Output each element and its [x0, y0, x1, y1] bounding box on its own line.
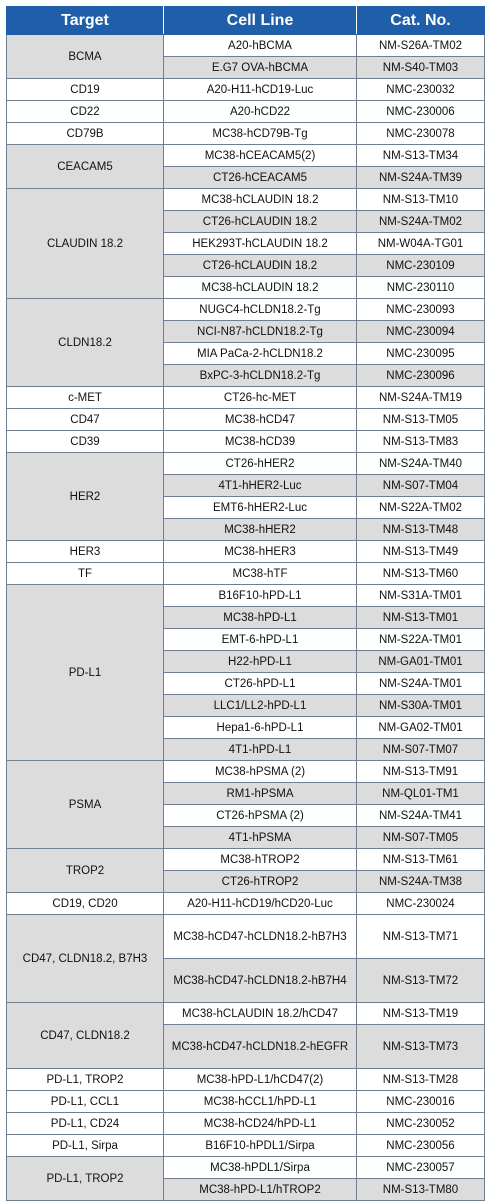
cat-no-cell: NM-S24A-TM19	[357, 387, 485, 409]
table-row	[7, 453, 485, 475]
target-cell: CD39	[7, 431, 164, 453]
product-table	[6, 6, 485, 1201]
header-target: Target	[7, 7, 164, 35]
cell-line-cell: CT26-hc-MET	[164, 387, 357, 409]
target-cell: CD19, CD20	[7, 893, 164, 915]
cat-no-cell: NM-S07-TM05	[357, 827, 485, 849]
cat-no-cell: NM-S13-TM19	[357, 1003, 485, 1025]
cat-no-cell: NM-S13-TM73	[357, 1025, 485, 1069]
cell-line-cell: EMT-6-hPD-L1	[164, 629, 357, 651]
cell-line-cell: CT26-hCLAUDIN 18.2	[164, 211, 357, 233]
cat-no-cell: NM-GA02-TM01	[357, 717, 485, 739]
cell-line-cell: MC38-hCD47-hCLDN18.2-hB7H4	[164, 959, 357, 1003]
cat-no-cell: NMC-230057	[357, 1157, 485, 1179]
table-row	[7, 387, 485, 409]
cell-line-cell: 4T1-hPD-L1	[164, 739, 357, 761]
cell-line-cell: 4T1-hHER2-Luc	[164, 475, 357, 497]
cat-no-cell: NM-S13-TM61	[357, 849, 485, 871]
cat-no-cell: NMC-230016	[357, 1091, 485, 1113]
cell-line-cell: CT26-hHER2	[164, 453, 357, 475]
cell-line-cell: MC38-hTF	[164, 563, 357, 585]
target-cell: PD-L1, TROP2	[7, 1069, 164, 1091]
table-row	[7, 1091, 485, 1113]
header-cell-line: Cell Line	[164, 7, 357, 35]
cat-no-cell: NM-S40-TM03	[357, 57, 485, 79]
table-row	[7, 101, 485, 123]
cat-no-cell: NM-S31A-TM01	[357, 585, 485, 607]
cat-no-cell: NM-S24A-TM02	[357, 211, 485, 233]
cat-no-cell: NMC-230095	[357, 343, 485, 365]
cat-no-cell: NM-S13-TM48	[357, 519, 485, 541]
cell-line-cell: MC38-hPSMA (2)	[164, 761, 357, 783]
cat-no-cell: NM-S13-TM01	[357, 607, 485, 629]
target-cell: PD-L1, TROP2	[7, 1157, 164, 1201]
header-row	[7, 7, 485, 35]
target-cell: CD79B	[7, 123, 164, 145]
cat-no-cell: NM-S13-TM49	[357, 541, 485, 563]
table-row	[7, 299, 485, 321]
cell-line-cell: MC38-hPD-L1/hCD47(2)	[164, 1069, 357, 1091]
cell-line-cell: CT26-hCLAUDIN 18.2	[164, 255, 357, 277]
cat-no-cell: NMC-230032	[357, 79, 485, 101]
cat-no-cell: NM-S24A-TM40	[357, 453, 485, 475]
target-cell: CD47, CLDN18.2	[7, 1003, 164, 1069]
cat-no-cell: NM-S13-TM34	[357, 145, 485, 167]
cell-line-cell: MC38-hPDL1/Sirpa	[164, 1157, 357, 1179]
cat-no-cell: NMC-230078	[357, 123, 485, 145]
cell-line-cell: A20-H11-hCD19/hCD20-Luc	[164, 893, 357, 915]
table-row	[7, 563, 485, 585]
target-cell: PD-L1, CD24	[7, 1113, 164, 1135]
table-row	[7, 541, 485, 563]
cell-line-cell: B16F10-hPD-L1	[164, 585, 357, 607]
cat-no-cell: NMC-230093	[357, 299, 485, 321]
cat-no-cell: NM-S13-TM91	[357, 761, 485, 783]
target-cell: PSMA	[7, 761, 164, 849]
cell-line-cell: A20-H11-hCD19-Luc	[164, 79, 357, 101]
target-cell: CLDN18.2	[7, 299, 164, 387]
target-cell: CLAUDIN 18.2	[7, 189, 164, 299]
target-cell: BCMA	[7, 35, 164, 79]
cat-no-cell: NMC-230096	[357, 365, 485, 387]
cell-line-cell: H22-hPD-L1	[164, 651, 357, 673]
table-row	[7, 431, 485, 453]
cell-line-cell: MC38-hCLAUDIN 18.2/hCD47	[164, 1003, 357, 1025]
cat-no-cell: NM-GA01-TM01	[357, 651, 485, 673]
cat-no-cell: NM-S30A-TM01	[357, 695, 485, 717]
table-row	[7, 189, 485, 211]
cat-no-cell: NM-S07-TM07	[357, 739, 485, 761]
table-row	[7, 1003, 485, 1025]
cell-line-cell: MC38-hPD-L1	[164, 607, 357, 629]
target-cell: CEACAM5	[7, 145, 164, 189]
target-cell: PD-L1	[7, 585, 164, 761]
cell-line-cell: MC38-hCEACAM5(2)	[164, 145, 357, 167]
header-cat-no: Cat. No.	[357, 7, 485, 35]
cat-no-cell: NM-S26A-TM02	[357, 35, 485, 57]
cat-no-cell: NM-S13-TM60	[357, 563, 485, 585]
table-row	[7, 409, 485, 431]
table-row	[7, 1135, 485, 1157]
cell-line-cell: MC38-hCD47-hCLDN18.2-hB7H3	[164, 915, 357, 959]
cell-line-cell: A20-hBCMA	[164, 35, 357, 57]
table-row	[7, 35, 485, 57]
cat-no-cell: NMC-230024	[357, 893, 485, 915]
cell-line-cell: MC38-hCD79B-Tg	[164, 123, 357, 145]
table-row	[7, 123, 485, 145]
table-row	[7, 1157, 485, 1179]
cat-no-cell: NM-S24A-TM01	[357, 673, 485, 695]
cell-line-cell: 4T1-hPSMA	[164, 827, 357, 849]
cell-line-cell: MC38-hCCL1/hPD-L1	[164, 1091, 357, 1113]
cell-line-cell: NUGC4-hCLDN18.2-Tg	[164, 299, 357, 321]
cell-line-cell: MC38-hCD39	[164, 431, 357, 453]
cat-no-cell: NMC-230094	[357, 321, 485, 343]
target-cell: CD47	[7, 409, 164, 431]
table-row	[7, 585, 485, 607]
table-body	[7, 35, 485, 1201]
cell-line-cell: MC38-hTROP2	[164, 849, 357, 871]
target-cell: PD-L1, Sirpa	[7, 1135, 164, 1157]
cat-no-cell: NM-S13-TM05	[357, 409, 485, 431]
cat-no-cell: NMC-230110	[357, 277, 485, 299]
cell-line-cell: MC38-hCLAUDIN 18.2	[164, 189, 357, 211]
cat-no-cell: NM-S07-TM04	[357, 475, 485, 497]
cat-no-cell: NMC-230052	[357, 1113, 485, 1135]
cat-no-cell: NM-S13-TM10	[357, 189, 485, 211]
target-cell: HER3	[7, 541, 164, 563]
cat-no-cell: NM-S24A-TM38	[357, 871, 485, 893]
cell-line-cell: MC38-hCLAUDIN 18.2	[164, 277, 357, 299]
target-cell: CD47, CLDN18.2, B7H3	[7, 915, 164, 1003]
cell-line-cell: LLC1/LL2-hPD-L1	[164, 695, 357, 717]
cat-no-cell: NM-S22A-TM02	[357, 497, 485, 519]
cat-no-cell: NM-W04A-TG01	[357, 233, 485, 255]
cell-line-cell: CT26-hTROP2	[164, 871, 357, 893]
cell-line-cell: MC38-hCD47	[164, 409, 357, 431]
cell-line-cell: CT26-hCEACAM5	[164, 167, 357, 189]
target-cell: c-MET	[7, 387, 164, 409]
cell-line-cell: MC38-hHER3	[164, 541, 357, 563]
cell-line-cell: MC38-hCD47-hCLDN18.2-hEGFR	[164, 1025, 357, 1069]
table-row	[7, 893, 485, 915]
cell-line-cell: B16F10-hPDL1/Sirpa	[164, 1135, 357, 1157]
cell-line-cell: BxPC-3-hCLDN18.2-Tg	[164, 365, 357, 387]
cat-no-cell: NM-S13-TM28	[357, 1069, 485, 1091]
cell-line-cell: MIA PaCa-2-hCLDN18.2	[164, 343, 357, 365]
cat-no-cell: NM-S24A-TM41	[357, 805, 485, 827]
cat-no-cell: NM-S13-TM72	[357, 959, 485, 1003]
table-row	[7, 1069, 485, 1091]
table-row	[7, 79, 485, 101]
cat-no-cell: NM-S13-TM83	[357, 431, 485, 453]
cat-no-cell: NM-S13-TM80	[357, 1179, 485, 1201]
table-row	[7, 915, 485, 959]
target-cell: TROP2	[7, 849, 164, 893]
table-row	[7, 849, 485, 871]
table-row	[7, 761, 485, 783]
cat-no-cell: NMC-230056	[357, 1135, 485, 1157]
cell-line-cell: CT26-hPSMA (2)	[164, 805, 357, 827]
target-cell: CD22	[7, 101, 164, 123]
cat-no-cell: NM-QL01-TM1	[357, 783, 485, 805]
table-row	[7, 1113, 485, 1135]
target-cell: PD-L1, CCL1	[7, 1091, 164, 1113]
cat-no-cell: NMC-230006	[357, 101, 485, 123]
cell-line-cell: MC38-hPD-L1/hTROP2	[164, 1179, 357, 1201]
target-cell: CD19	[7, 79, 164, 101]
cat-no-cell: NMC-230109	[357, 255, 485, 277]
cat-no-cell: NM-S24A-TM39	[357, 167, 485, 189]
cell-line-cell: E.G7 OVA-hBCMA	[164, 57, 357, 79]
cat-no-cell: NM-S13-TM71	[357, 915, 485, 959]
cell-line-cell: MC38-hCD24/hPD-L1	[164, 1113, 357, 1135]
target-cell: TF	[7, 563, 164, 585]
cell-line-cell: EMT6-hHER2-Luc	[164, 497, 357, 519]
target-cell: HER2	[7, 453, 164, 541]
cell-line-cell: HEK293T-hCLAUDIN 18.2	[164, 233, 357, 255]
cat-no-cell: NM-S22A-TM01	[357, 629, 485, 651]
cell-line-cell: RM1-hPSMA	[164, 783, 357, 805]
cell-line-cell: Hepa1-6-hPD-L1	[164, 717, 357, 739]
cell-line-cell: CT26-hPD-L1	[164, 673, 357, 695]
table-row	[7, 145, 485, 167]
cell-line-cell: NCI-N87-hCLDN18.2-Tg	[164, 321, 357, 343]
cell-line-cell: A20-hCD22	[164, 101, 357, 123]
cell-line-cell: MC38-hHER2	[164, 519, 357, 541]
